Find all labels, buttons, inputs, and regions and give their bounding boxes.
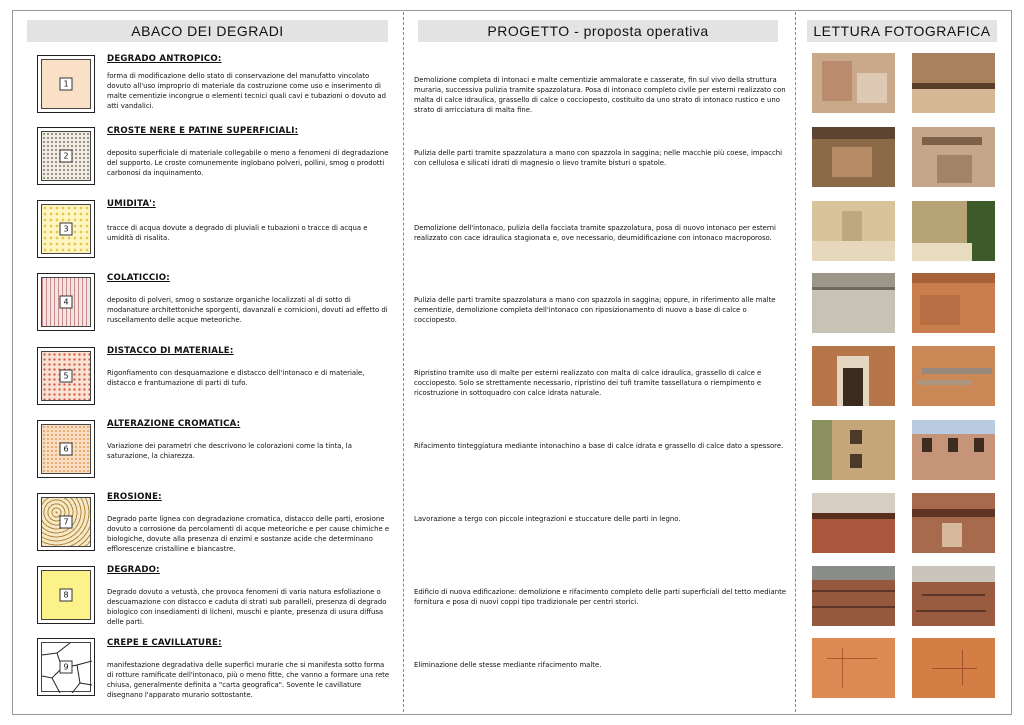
header-abaco: ABACO DEI DEGRADI xyxy=(27,20,388,42)
swatch-number: 5 xyxy=(60,370,73,383)
degrado-description: Variazione dei parametri che descrivono le colorazioni come la tinta, la saturazione, la chiarezza. xyxy=(107,442,352,460)
intervention-text: Edificio di nuova edificazione: demolizione e rifacimento completo delle parti superficiali del tetto mediante fornitura e posa di nuovi coppi tipo tradizionale per centri storici. xyxy=(414,588,787,606)
degrado-description: Rigonfiamento con desquamazione e distacco dell'intonaco e di materiale, distacco e frantumazione di parti di tufo. xyxy=(107,369,365,387)
degrado-title: EROSIONE: xyxy=(107,492,162,502)
photo-thumbnail xyxy=(912,346,995,406)
legend-swatch xyxy=(37,200,95,258)
degrado-description: Degrado dovuto a vetustà, che provoca fenomeni di varia natura esfoliazione o descuamazione con distacco e caduta di strati sub paralleli, presenza di degrado biologico con insediamenti di licheni, muschi e piante, presenza di usura diffusa delle parti. xyxy=(107,588,387,626)
degrado-description: tracce di acqua dovute a degrado di pluviali e tubazioni o tracce di acqua e umidità di risalita. xyxy=(107,224,368,242)
swatch-number: 9 xyxy=(60,661,73,674)
photo-thumbnail xyxy=(912,493,995,553)
photo-thumbnail xyxy=(812,127,895,187)
intervention-text: Pulizia delle parti tramite spazzolatura a mano con spazzola in saggina; nelle macchie più coese, impacchi con cellulosa e silicati idrati di magnesio o lievo tramite bisturi o spatole. xyxy=(414,149,783,167)
legend-swatch xyxy=(37,493,95,551)
photo-thumbnail xyxy=(812,201,895,261)
degrado-title: DEGRADO: xyxy=(107,565,160,575)
legend-swatch xyxy=(37,347,95,405)
column-divider xyxy=(403,12,404,712)
degrado-title: CROSTE NERE E PATINE SUPERFICIALI: xyxy=(107,126,299,136)
photo-thumbnail xyxy=(912,420,995,480)
swatch-number: 4 xyxy=(60,296,73,309)
photo-thumbnail xyxy=(912,127,995,187)
column-divider xyxy=(795,12,796,712)
photo-thumbnail xyxy=(812,53,895,113)
swatch-number: 3 xyxy=(60,223,73,236)
photo-thumbnail xyxy=(912,201,995,261)
intervention-text: Lavorazione a tergo con piccole integrazioni e stuccature delle parti in legno. xyxy=(414,515,681,523)
header-lettura: LETTURA FOTOGRAFICA xyxy=(807,20,997,42)
photo-thumbnail xyxy=(812,420,895,480)
degrado-description: manifestazione degradativa delle superfici murarie che si manifesta sotto forma di rotture ramificate dell'intonaco, più o meno fitte, che vanno a formare una rete chiusa, generalmente definita a "carta geografica". Sovente le cavillature disegnano l'apparato murario sottostante. xyxy=(107,661,390,699)
intervention-text: Pulizia delle parti tramite spazzolatura a mano con spazzola in saggina; oppure, in riferimento alle malte cementizie, demolizione completa dell'intonaco con riposizionamento di nuovo a base di calce o cocciopesto. xyxy=(414,296,776,324)
swatch-number: 2 xyxy=(60,150,73,163)
intervention-text: Rifacimento tinteggiatura mediante intonachino a base di calce idrata e grassello di calce dato a spessore. xyxy=(414,442,784,450)
swatch-number: 6 xyxy=(60,443,73,456)
degrado-title: UMIDITA': xyxy=(107,199,156,209)
legend-swatch xyxy=(37,566,95,624)
legend-swatch xyxy=(37,638,95,696)
degrado-title: COLATICCIO: xyxy=(107,273,170,283)
degrado-title: DISTACCO DI MATERIALE: xyxy=(107,346,234,356)
intervention-text: Demolizione completa di intonaci e malte cementizie ammalorate e casserate, fin sul vivo della struttura muraria, successiva pulizia tramite spazzolatura. Posa di intonaco completo civile per esterni realizzato con malta di calce idraulica, grassello di calce o cocciopesto, costituito da uno strato di intonaco rustico e uno strato di arricciatura di malta fine. xyxy=(414,76,786,114)
legend-swatch xyxy=(37,127,95,185)
degrado-description: forma di modificazione dello stato di conservazione del manufatto vincolato dovuto all'uso improprio di materiale da costruzione come uso e inserimento di malte cementizie incongrue o elementi tecnici quali cavi e tubazioni o dovuto ad atti vandalici. xyxy=(107,72,387,110)
photo-thumbnail xyxy=(912,273,995,333)
degrado-title: ALTERAZIONE CROMATICA: xyxy=(107,419,241,429)
intervention-text: Demolizione dell'intonaco, pulizia della facciata tramite spazzolatura, posa di nuovo intonaco per esterni realizzato con cace idraulica stagionata e, ove necessario, deumidificazione con intonaco macroporoso. xyxy=(414,224,776,242)
legend-swatch xyxy=(37,273,95,331)
photo-thumbnail xyxy=(812,273,895,333)
degrado-description: Degrado parte lignea con degradazione cromatica, distacco delle parti, erosione dovuto a corrosione da percolamenti di acque meteoriche e per cause chimiche e biologiche, dovute alla presenza di enzimi e sostanze acide che determinano efflorescenze cristalline e biancastre. xyxy=(107,515,390,553)
photo-thumbnail xyxy=(812,346,895,406)
legend-swatch xyxy=(37,420,95,478)
degrado-description: deposito superficiale di materiale collegabile o meno a fenomeni di degradazione del supporto. Le croste comunemente inglobano polveri, pollini, smog o prodotti carbonosi da inquinamento. xyxy=(107,149,389,177)
photo-thumbnail xyxy=(812,638,895,698)
photo-thumbnail xyxy=(912,638,995,698)
swatch-number: 7 xyxy=(60,516,73,529)
intervention-text: Ripristino tramite uso di malte per esterni realizzato con malta di calce idraulica, grassello di calce e cocciopesto. Solo se strettamente necessario, ripristino dei tufi tramite tassellatura o riempimento e ricostruzione in sottoquadro con calce idrata naturale. xyxy=(414,369,762,397)
degrado-title: CREPE E CAVILLATURE: xyxy=(107,638,222,648)
swatch-number: 1 xyxy=(60,78,73,91)
photo-thumbnail xyxy=(812,493,895,553)
degrado-description: deposito di polveri, smog o sostanze organiche localizzati al di sotto di modanature architettoniche sporgenti, davanzali e cornicioni, dovuti ad effetto di ruscellamento delle acque meteoriche. xyxy=(107,296,388,324)
photo-thumbnail xyxy=(912,566,995,626)
swatch-number: 8 xyxy=(60,589,73,602)
legend-swatch xyxy=(37,55,95,113)
intervention-text: Eliminazione delle stesse mediante rifacimento malte. xyxy=(414,661,602,669)
photo-thumbnail xyxy=(812,566,895,626)
photo-thumbnail xyxy=(912,53,995,113)
header-progetto: PROGETTO - proposta operativa xyxy=(418,20,778,42)
degrado-title: DEGRADO ANTROPICO: xyxy=(107,54,222,64)
